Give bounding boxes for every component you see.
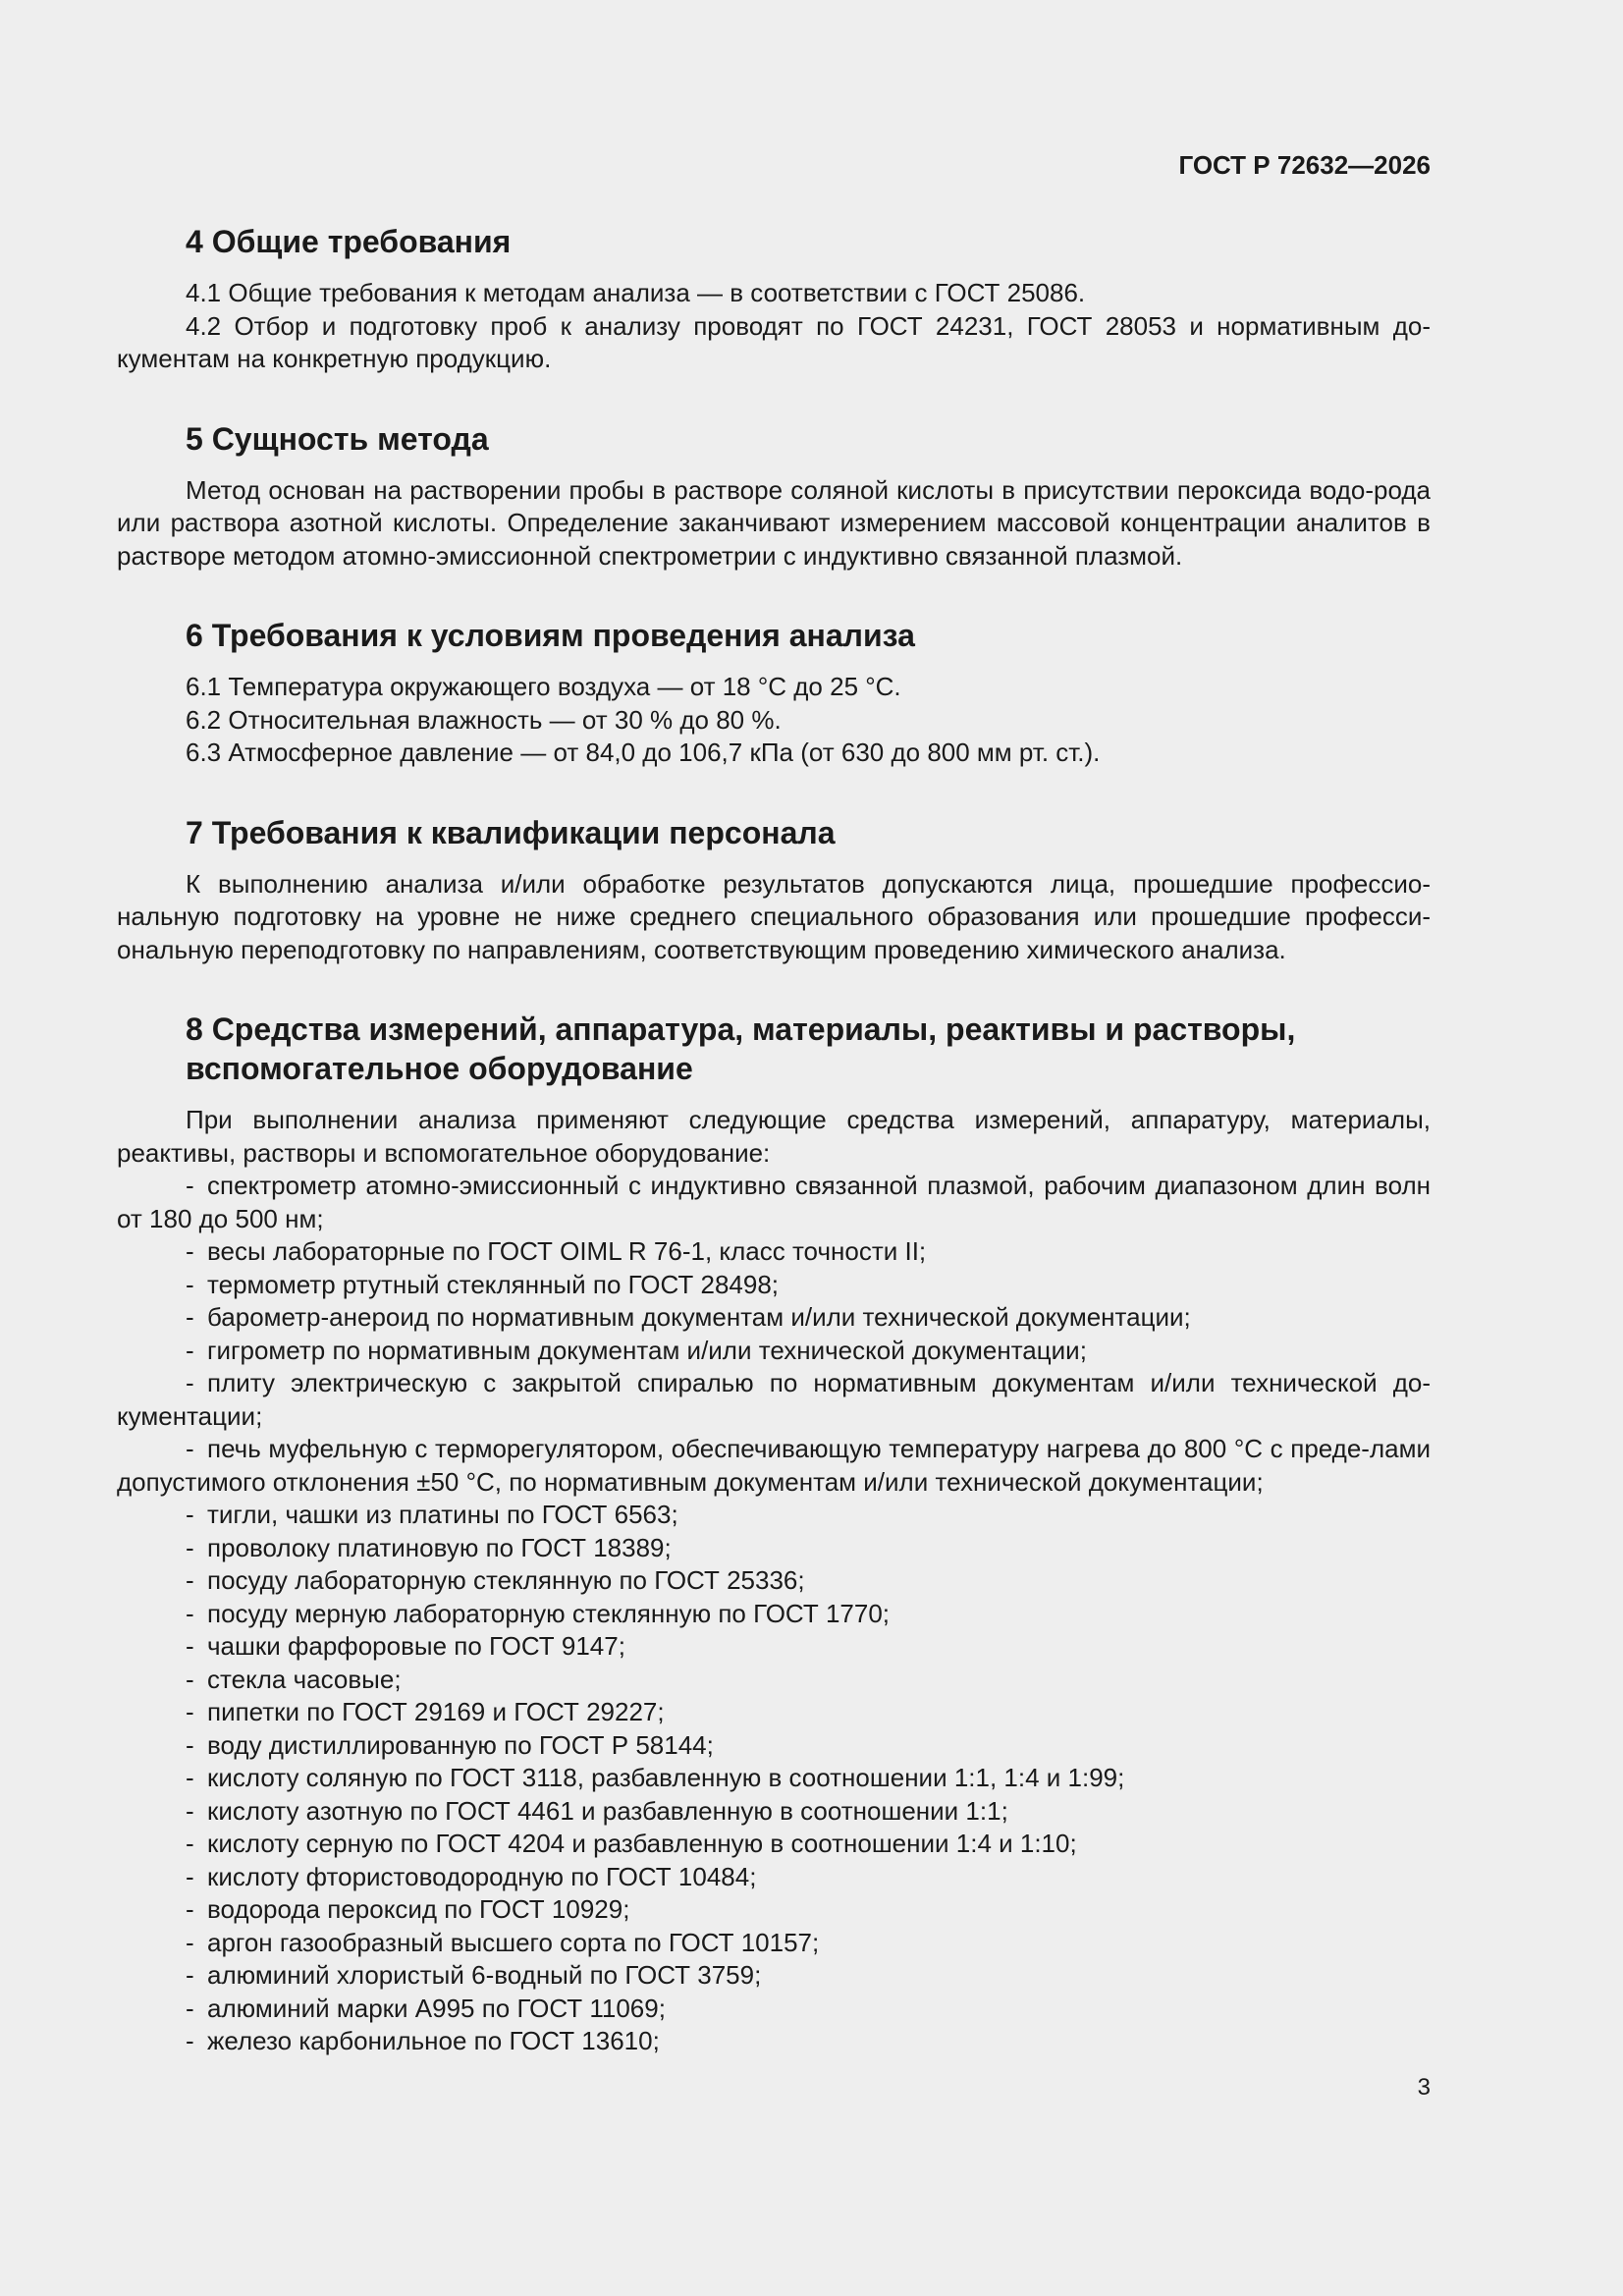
- standard-code-header: ГОСТ Р 72632—2026: [1178, 150, 1431, 180]
- clause-6-2: 6.2 Относительная влажность — от 30 % до 80 %.: [186, 704, 782, 735]
- list-item: - термометр ртутный стеклянный по ГОСТ 28498;: [186, 1269, 780, 1299]
- clause-6-3: 6.3 Атмосферное давление — от 84,0 до 106,7 кПа (от 630 до 800 мм рт. ст.).: [186, 738, 1101, 767]
- section-7-text: К выполнению анализа и/или обработке результатов допускаются лица, прошедшие профессио-нальную подготовку на уровне не ниже среднего специального образования или прошедшие професси-ональную переподготовку по направлениям, соответствующим проведению химического анализа.: [117, 868, 1431, 964]
- section-8-heading: [117, 1010, 1431, 1088]
- section-8-heading-line-2: вспомогательное оборудование: [186, 1051, 693, 1086]
- list-item: - спектрометр атомно-эмиссионный с индуктивно связанной плазмой, рабочим диапазоном длин волн от 180 до 500 нм;: [117, 1171, 1431, 1233]
- clause-4-1: 4.1 Общие требования к методам анализа — в соответствии с ГОСТ 25086.: [186, 278, 1086, 307]
- list-item: - весы лабораторные по ГОСТ OIML R 76-1, класс точности II;: [186, 1236, 927, 1266]
- page-content: [117, 222, 1431, 2058]
- equipment-list: [117, 1170, 1431, 2058]
- section-6-heading: 6 Требования к условиям проведения анализа: [186, 618, 915, 653]
- list-item: - кислоту серную по ГОСТ 4204 и разбавленную в соотношении 1:4 и 1:10;: [186, 1829, 1077, 1858]
- list-item: - печь муфельную с терморегулятором, обеспечивающую температуру нагрева до 800 °С с преде-лами допустимого отклонения ±50 °С, по нормативным документам и/или технической документации;: [117, 1434, 1431, 1497]
- list-item: - проволоку платиновую по ГОСТ 18389;: [186, 1532, 672, 1562]
- list-item: - кислоту соляную по ГОСТ 3118, разбавленную в соотношении 1:1, 1:4 и 1:99;: [186, 1763, 1125, 1792]
- list-item: - пипетки по ГОСТ 29169 и ГОСТ 29227;: [186, 1697, 665, 1726]
- list-item: - алюминий марки А995 по ГОСТ 11069;: [186, 1993, 666, 2023]
- section-8-heading-line-1: 8 Средства измерений, аппаратура, материалы, реактивы и растворы,: [186, 1011, 1296, 1047]
- section-7-heading: 7 Требования к квалификации персонала: [186, 814, 836, 850]
- page-number: 3: [1417, 2074, 1431, 2101]
- list-item: - аргон газообразный высшего сорта по ГОСТ 10157;: [186, 1927, 820, 1957]
- list-item: - кислоту фтористоводородную по ГОСТ 10484;: [186, 1861, 757, 1891]
- list-item: - посуду лабораторную стеклянную по ГОСТ 25336;: [186, 1565, 805, 1595]
- list-item: - водорода пероксид по ГОСТ 10929;: [186, 1894, 630, 1924]
- list-item: - алюминий хлористый 6-водный по ГОСТ 3759;: [186, 1960, 762, 1990]
- list-item: - посуду мерную лабораторную стеклянную по ГОСТ 1770;: [186, 1598, 891, 1628]
- list-item: - железо карбонильное по ГОСТ 13610;: [186, 2026, 660, 2055]
- section-4-heading: 4 Общие требования: [186, 224, 512, 259]
- list-item: - воду дистиллированную по ГОСТ Р 58144;: [186, 1729, 714, 1760]
- list-item: - стекла часовые;: [186, 1664, 402, 1694]
- list-item: - кислоту азотную по ГОСТ 4461 и разбавленную в соотношении 1:1;: [186, 1795, 1008, 1826]
- clause-6-1: 6.1 Температура окружающего воздуха — от 18 °С до 25 °С.: [186, 672, 901, 701]
- list-item: - чашки фарфоровые по ГОСТ 9147;: [186, 1631, 625, 1661]
- clause-4-2: 4.2 Отбор и подготовку проб к анализу проводят по ГОСТ 24231, ГОСТ 28053 и нормативным до-кументам на конкретную продукцию.: [117, 310, 1431, 373]
- list-item: - барометр-анероид по нормативным документам и/или технической документации;: [186, 1302, 1191, 1332]
- list-item: - плиту электрическую с закрытой спиралью по нормативным документам и/или технической до-кументации;: [117, 1368, 1431, 1431]
- section-8-intro: При выполнении анализа применяют следующие средства измерений, аппаратуру, материалы, реактивы, растворы и вспомогательное оборудование:: [117, 1105, 1431, 1168]
- list-item: - гигрометр по нормативным документам и/или технической документации;: [186, 1335, 1087, 1365]
- list-item: - тигли, чашки из платины по ГОСТ 6563;: [186, 1500, 678, 1529]
- section-5-text: Метод основан на растворении пробы в растворе соляной кислоты в присутствии пероксида водо-рода или раствора азотной кислоты. Определение заканчивают измерением массовой концентрации аналитов в растворе методом атомно-эмиссионной спектрометрии с индуктивно связанной плазмой.: [117, 474, 1431, 571]
- section-5-heading: 5 Сущность метода: [186, 420, 489, 457]
